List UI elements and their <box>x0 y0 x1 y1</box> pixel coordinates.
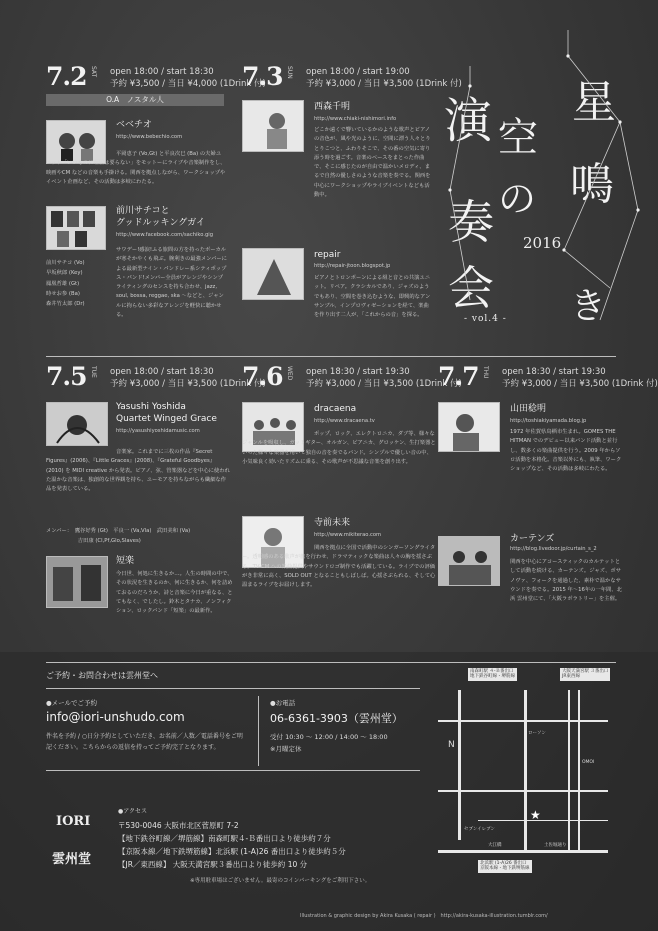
yoshida-name-1: Yasushi Yoshida <box>116 402 186 412</box>
title-vol: - vol.4 - <box>464 314 507 324</box>
yoshida-members <box>46 526 230 547</box>
yamada-url[interactable]: http://toshiakiyamada.blog.jp <box>510 418 587 424</box>
section-divider <box>46 356 616 357</box>
yamada-name: 山田稔明 <box>510 404 547 414</box>
event-77-dow: THU <box>482 366 489 379</box>
yoshida-desc: 音楽家。これまでに三枚の作品『Secret Figures』(2006)、『Little Graces』(2008)、『Grateful Goodbyes』(2010) を MIDI creative から発表。ピアノ、弦、管楽器などを中心に使われた温かな音楽は、独創的な世界観を持ち、ユーモアを持ちながらも繊細な作品を発表している。 <box>46 449 230 493</box>
map-kitahama-text: 北浜駅 (1-A)26 番出口 <box>480 861 527 866</box>
map-station-top-text: 南森町駅 ４-Ｂ番出口 <box>470 669 514 674</box>
tanka-photo <box>46 556 108 608</box>
event-72-date: 7.2 <box>46 62 87 91</box>
access-address: 〒530-0046 大阪市北区菅原町 7-2 <box>118 821 239 830</box>
map-omoi: OMOI <box>582 760 595 765</box>
dracaena-url[interactable]: http://www.dracaena.tv <box>314 418 375 424</box>
map-tenmangu <box>560 668 610 681</box>
event-77-price: 予約 ¥3,000 / 当日 ¥3,500 (1Drink 付) <box>502 379 658 390</box>
map-station-top <box>468 668 517 681</box>
event-76-price: 予約 ¥3,000 / 当日 ¥3,500 (1Drink 付) <box>306 379 462 390</box>
tel-hours: 受付 10:30 〜 12:00 / 14:00 〜 18:00 <box>270 733 388 741</box>
maekawa-name <box>116 206 205 229</box>
contact-heading-rule <box>46 688 420 689</box>
map-north: N <box>448 740 455 750</box>
access-route-2: 【京阪本線／地下鉄堺筋線】北浜駅 (1-A)26 番出口より徒歩約５分 <box>118 847 346 856</box>
repair-desc: ピアノとトロンボーンによる組と音との共演ユニット。リペア。クラシカルであり、ジャズのようでもあり、空間を巻き込むような、即興的なアンサンブル、インプロヴィゼーションを経て、楽曲を作り出す二人が、「これからの音」を探る。 <box>314 275 431 319</box>
event-72-dow: SAT <box>90 66 97 78</box>
logo-unshudo: 雲州堂 <box>52 852 92 867</box>
member: 早坂秋郎 (Key) <box>46 270 83 277</box>
event-75-dow: TUE <box>90 366 97 378</box>
event-73-time-text: open 18:00 / start 19:00 <box>306 67 410 77</box>
event-75-price: 予約 ¥3,000 / 当日 ¥3,500 (1Drink 付) <box>110 379 266 390</box>
event-77-time-text: open 18:30 / start 19:30 <box>502 367 606 377</box>
event-76-dow: WED <box>286 366 293 381</box>
yoshida-name-2: Quartet Winged Grace <box>116 413 217 424</box>
map-ooe: 大江橋 <box>488 843 502 848</box>
event-73-dow: SUN <box>286 66 293 79</box>
access-label: ●アクセス <box>118 808 148 815</box>
nishimori-url[interactable]: http://www.chiaki-nishimori.info <box>314 116 397 122</box>
member: 森井竹太郎 (Dr) <box>46 301 85 308</box>
event-77-time <box>502 366 658 391</box>
maekawa-url[interactable]: http://www.facebook.com/sachiko.gig <box>116 232 214 238</box>
member: 鳳凰哲雄 (Gt) <box>46 280 80 287</box>
event-72-price: 予約 ¥3,500 / 当日 ¥4,000 (1Drink 付) <box>110 79 266 90</box>
logo-iori: IORI <box>56 814 91 829</box>
event-72-time-text: open 18:00 / start 18:30 <box>110 67 214 77</box>
contact-vertical-rule <box>258 696 259 766</box>
map-road <box>438 850 608 853</box>
map-kitahama-line: 京阪本線・地下鉄堺筋線 <box>480 866 530 872</box>
title-year: 2016 <box>523 234 562 252</box>
access-route-1: 【地下鉄谷町線／堺筋線】南森町駅４-Ｂ番出口より徒歩約７分 <box>118 834 331 843</box>
maekawa-desc: サワデー!感涙!ふる旅問の方を持ったボーカルが寒そかやくも飛ぶ。腕利きの最強メンバーによる最新型ナイン・パンドレー系シティポップス・パンド!メンバー全員がアレンジやシンプライティングのセンスを持ち合わせ、jazz, soul, bossa, reggae, ska 〜などと、ジャンルに拘らない多彩なアレンジを軽快に聴かせる。 <box>116 247 227 318</box>
parking-note: ※専用駐車場はございません。最寄のコインパーキングをご利用下さい。 <box>190 878 371 884</box>
nishimori-photo <box>242 100 304 152</box>
curtains-desc: 関西を中心にアコースティックのカルテットとして活動を続ける、カーテンズ。ジャズ、ボサノヴァ、フォークを通過した、素朴で温かなサウンドを奏でる。2015 年〜16年の一年間、北浜 雲州堂にて、「大阪ラボラトリー」を主催。 <box>510 559 622 603</box>
member: 時せお参 (Ba) <box>46 290 80 297</box>
yoshida-name <box>116 402 217 425</box>
tel-closed: ※月曜定休 <box>270 745 302 753</box>
map-venue-star-icon: ★ <box>530 808 541 822</box>
tel-number[interactable]: 06-6361-3903（雲州堂） <box>270 712 403 725</box>
event-75-time-text: open 18:00 / start 18:30 <box>110 367 214 377</box>
constellation-lines <box>430 30 650 350</box>
map-tosabori: 土佐堀通り <box>544 843 567 848</box>
nishimori-desc: どこか遠くで響いているかのような歌声とピアノの音色が、風や光のように、空間に漂う人々とりとりこつと、ふわりそこで、その番の空気に寄り添う時を過ごす。音楽のベースをまとった作曲で、そこに感じたのが自由で温かいメロディ、まるで自然の優しさのような音楽を奏でる。関西を中心にワークショップやライブイベントなども活動中。 <box>314 127 431 198</box>
bebetano-desc: 平岡恵子 (Vo,Gt) と平良次巳 (Ba) の夫婦ユニット「いいものに理屈は要らない」をモットーにライブや音楽制作をし、映画やCM などの音楽も手掛ける。関西を拠点しながら、ワークショップやイベント企画など、その活動は多岐にわたる。 <box>46 151 226 185</box>
email-address[interactable]: info@iori-unshudo.com <box>46 710 185 724</box>
event-76-date: 7.6 <box>242 362 283 391</box>
curtains-name: カーテンズ <box>510 534 555 544</box>
yoshida-photo <box>46 402 108 446</box>
yamada-desc: 1972 年佐賀県鳥栖市生まれ。GOMES THE HITMAN でのデビュー以来バンド活動と並行し、数多くの楽曲提供を行う。2009 年からソロ活動を本格化。音楽以外にも、執筆、ワークショップなど、その活動は多岐にわたる。 <box>510 429 622 473</box>
title-char-en: 演 <box>444 93 493 149</box>
repair-name: repair <box>314 250 341 260</box>
curtains-url[interactable]: http://blog.livedoor.jp/curtain_s_2 <box>510 546 597 552</box>
tel-label: ●お電話 <box>270 699 296 707</box>
curtains-photo <box>438 536 500 586</box>
map-tenmangu-line: JR東西線 <box>562 674 580 680</box>
terao-url[interactable]: http://www.mikiterao.com <box>314 532 382 538</box>
map-station-top-line: 地下鉄谷町線・堺筋線 <box>470 674 515 680</box>
map-seven: セブンイレブン <box>464 827 495 832</box>
map-tenmangu-text: 大阪天満宮駅 ３番出口 <box>562 669 609 674</box>
access-route-3: 【JR／東西線】 大阪天満宮駅３番出口より徒歩約 10 分 <box>118 860 308 869</box>
yoshida-url[interactable]: http://yasushiyoshidamusic.com <box>116 428 200 434</box>
map-road <box>568 690 570 850</box>
yoshida-members-2: 吉田康 (Cl,Pf,Glo,Slaves) <box>46 538 141 545</box>
dracaena-desc: ポップ、ロック、エレクトロニカ、ダブ等、様々なジャンルを吸収し、ガットギター、オルガン、ピアニカ、グロッケン、生打楽器といった様々な楽器を用いて独自の音を奏でるバンド。シンプルで優しい音の中、小気味良く効いたリズムに乗る、その歌声が不思議な音楽を創り出す。 <box>242 431 436 465</box>
event-75-date: 7.5 <box>46 362 87 391</box>
title-char-sora: 空 <box>498 115 538 161</box>
maekawa-name-1: 前川サチコと <box>116 206 170 216</box>
map-lawson: ローソン <box>528 731 546 736</box>
contact-heading: ご予約・お問合わせは雲州堂へ <box>46 671 158 680</box>
mail-note: 件名を予約 / ○日分予約としていただき、お名前／人数／電話番号をご明記ください。こちらからの返信を持ってご予約完了となります。 <box>46 733 243 751</box>
repair-url[interactable]: http://repair-jtoon.blogspot.jp <box>314 263 391 269</box>
map-kitahama <box>478 860 532 873</box>
terao-desc: 関西を拠点に全国で活動中のシンガーソングライター。透明感のある歌声が旅を行わせ、ドラマティックな楽曲は人々の胸を揺さぶる。TV-CM への楽曲提供やサウンドロゴ制作でも活躍している。ライブでの評価がき非常に高く、SOLD OUT となることもしばしば。心揺さぶられる、そして心温まるライブをお届けします。 <box>242 545 436 589</box>
yoshida-members-1: メンバー： 鷹谷好秀 (Gt) 平良一 (Va,Vla) 武田美和 (Va) <box>46 528 191 534</box>
dracaena-name: dracaena <box>314 404 357 414</box>
event-72-oa: O.A ノスタル人 <box>46 94 224 106</box>
map-road <box>458 690 461 840</box>
event-73-time <box>306 66 462 91</box>
repair-photo <box>242 248 304 300</box>
bebetano-url[interactable]: http://www.bebechio.com <box>116 134 183 140</box>
event-73-price: 予約 ¥3,000 / 当日 ¥3,500 (1Drink 付) <box>306 79 462 90</box>
access-map <box>428 660 618 900</box>
map-road <box>438 790 608 792</box>
title-char-ki: き <box>570 286 607 327</box>
bebetano-name: ベベチオ <box>116 120 152 130</box>
map-road <box>438 720 608 722</box>
terao-name: 寺前未来 <box>314 518 351 528</box>
title-char-no: の <box>498 177 537 221</box>
tanka-name: 短楽 <box>116 556 135 566</box>
nishimori-name: 西森千明 <box>314 102 351 112</box>
event-73-date: 7.3 <box>242 62 283 91</box>
title-char-sou: 奏 <box>448 195 494 249</box>
maekawa-name-2: グッドルッキングガイ <box>116 217 206 228</box>
map-road <box>478 820 608 821</box>
map-road <box>524 690 527 850</box>
event-76-time-text: open 18:30 / start 19:30 <box>306 367 410 377</box>
maekawa-photo <box>46 206 106 250</box>
maekawa-members <box>46 258 110 310</box>
title-char-kai: 会 <box>448 261 494 315</box>
member: 前川サチコ (Vo) <box>46 260 85 266</box>
title-char-hoshi: 星 <box>572 77 616 128</box>
yamada-photo <box>438 402 500 452</box>
tanka-desc: 今日世、何処に生きるか…。人生の時間の中で、その状況を生きるのか、何に生きるか、何を詰めておるのだろうか、詩と音楽に今日が重なる、とてもなく、でしたし。鈴木とタナカ、ノンフィクション、ロックバンド「短楽」の最新作。 <box>116 571 233 615</box>
title-char-naki: 鳴 <box>570 159 614 210</box>
credit-text: Illustration & graphic design by Akira Kusaka ( repair ) http://akira-kusaka-illustration.tumblr.com/ <box>300 913 548 919</box>
mail-label: ●メールでご予約 <box>46 699 98 707</box>
event-77-date: 7.7 <box>438 362 479 391</box>
map-road <box>578 690 580 850</box>
access-rule <box>46 770 420 771</box>
